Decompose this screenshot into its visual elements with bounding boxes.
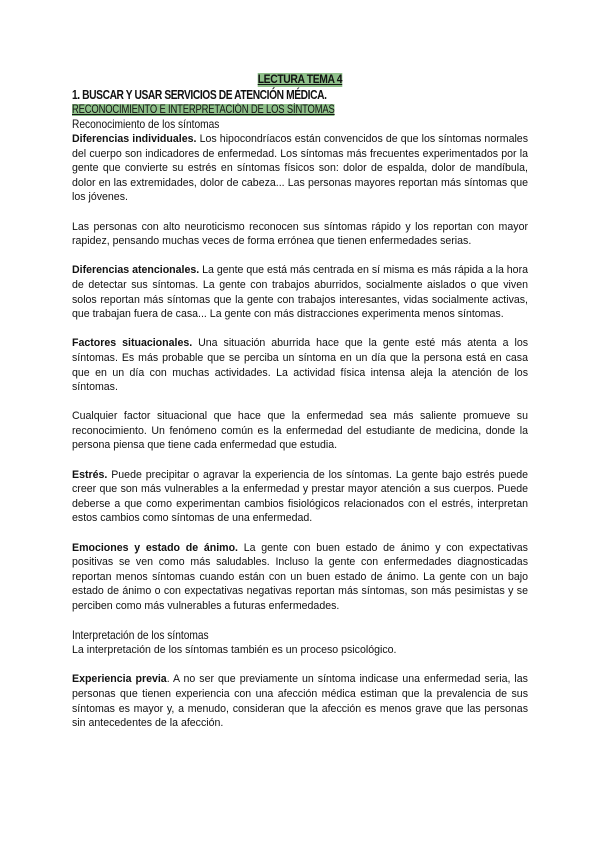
paragraph-estres: Estrés. Puede precipitar o agravar la experiencia de los síntomas. La gente bajo estrés puede creer que son más vulnerables a la enfermedad y prestar mayor atención a sus cuerpos. Puede deberse a que como experimentan cambios fisiológicos relacionados con el estrés, interpretan estos cambios como síntomas de una enfermedad.	[72, 468, 528, 525]
paragraph-neuroticismo: Las personas con alto neuroticismo reconocen sus síntomas rápido y los reportan con mayor rapidez, pensando muchas veces de forma errónea que tienen enfermedades serias.	[72, 220, 528, 248]
paragraph-interpretacion-intro: La interpretación de los síntomas también es un proceso psicológico.	[72, 644, 397, 657]
paragraph-emociones: Emociones y estado de ánimo. La gente con buen estado de ánimo y con expectativas positivas se ven como más saludables. Incluso la gente con enfermedades diagnosticadas reportan menos síntomas cuando están con un buen estado de ánimo. La gente con un bajo estado de ánimo o con expectativas negativas reportan más síntomas, son más pesimistas y se perciben como más vulnerables a futuras enfermedades.	[72, 541, 528, 612]
document-title: LECTURA TEMA 4	[257, 74, 343, 86]
paragraph-diferencias-individuales: Diferencias individuales. Los hipocondríacos están convencidos de que los síntomas normales del cuerpo son indicadores de enfermedad. Los síntomas más frecuentes experimentados por la gente que convierte su estrés en síntomas físicos son: dolor de espalda, dolor de mandíbula, dolor en las extremidades, dolor de cabeza... Las personas mayores reportan más síntomas que los jóvenes.	[72, 133, 529, 204]
subsection-heading: RECONOCIMIENTO E INTERPRETACIÓN DE LOS SÍNTOMAS	[72, 104, 335, 116]
paragraph-factor-situacional: Cualquier factor situacional que hace que la enfermedad sea más saliente promueve su reconocimiento. Un fenómeno común es la enfermedad del estudiante de medicina, donde la persona piensa que tiene cada enfermedad que estudia.	[72, 410, 528, 452]
document-page	[72, 72, 528, 731]
paragraph-experiencia-previa: Experiencia previa. A no ser que previamente un síntoma indicase una enfermedad seria, las personas que tienen experiencia con una afección médica estiman que la prevalencia de sus síntomas es mayor y, a menudo, consideran que la afección es menos grave que las personas sin antecedentes de la afección.	[72, 673, 528, 730]
section-heading: 1. BUSCAR Y USAR SERVICIOS DE ATENCIÓN MÉDICA.	[72, 88, 327, 102]
paragraph-factores-situacionales: Factores situacionales. Una situación aburrida hace que la gente esté más atenta a los síntomas. Es más probable que se perciba un síntoma en un día que la persona está en casa que en un día con muchas actividades. La actividad física intensa aleja la atención de los síntomas.	[72, 337, 529, 394]
paragraph-diferencias-atencionales: Diferencias atencionales. La gente que está más centrada en sí misma es más rápida a la hora de detectar sus síntomas. La gente con trabajos aburridos, socialmente aislados o que viven solos reportan más síntomas que la gente con trabajos interesantes, vidas socialmente activas, que trabajan fuera de casa... La gente con más distracciones experimenta menos síntomas.	[72, 264, 528, 321]
heading-interpretacion: Interpretación de los síntomas	[72, 628, 209, 643]
heading-reconocimiento: Reconocimiento de los síntomas	[72, 117, 220, 131]
